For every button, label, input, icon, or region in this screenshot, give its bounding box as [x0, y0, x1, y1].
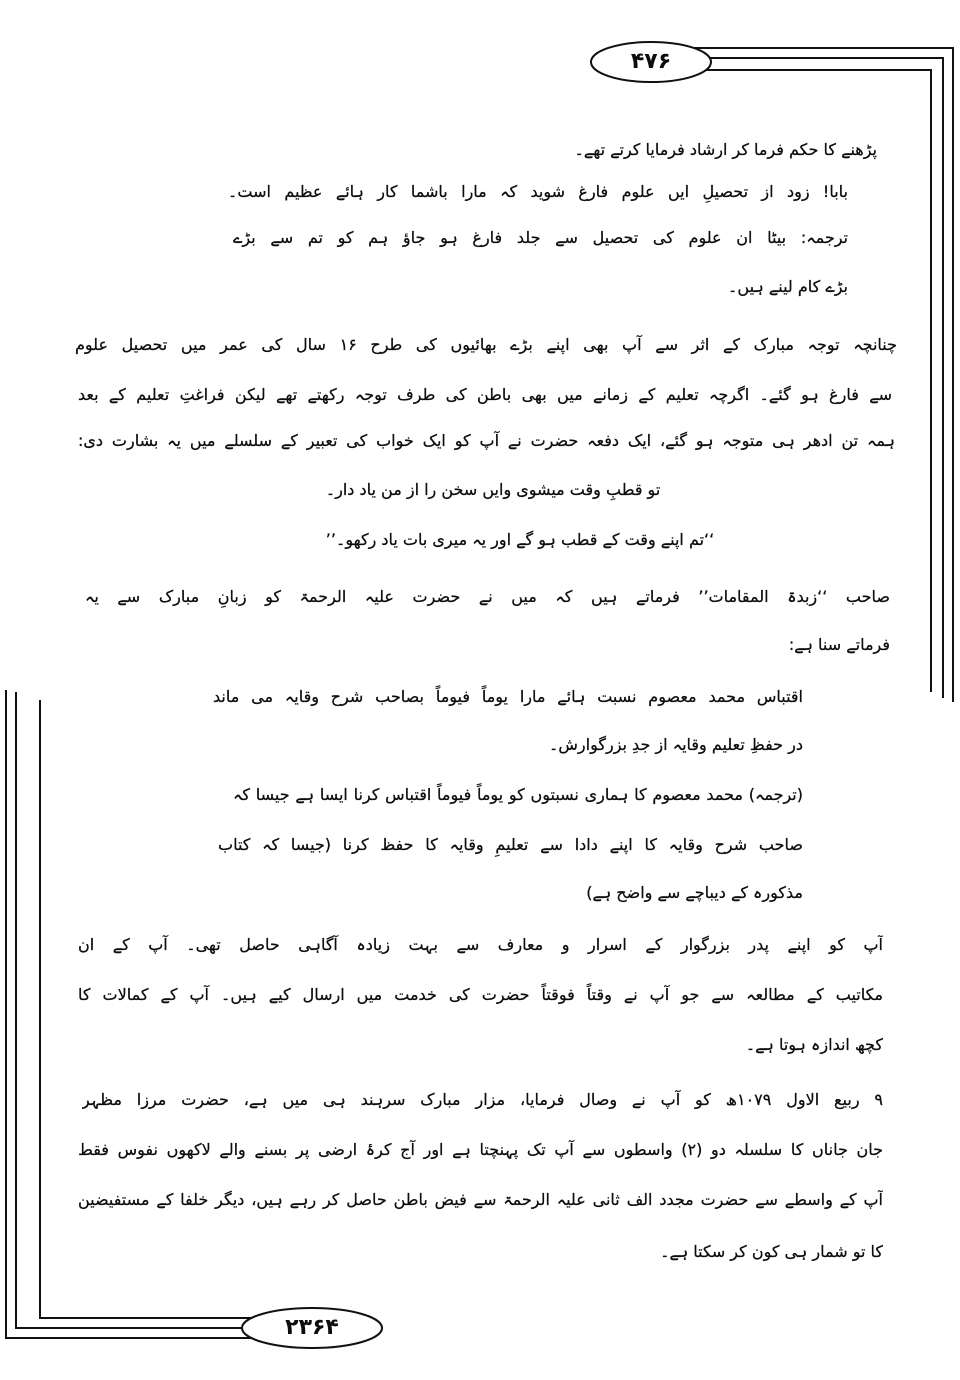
- translation-line: ترجمہ: بیٹا ان علوم کی تحصیل سے جلد فارغ ہو جاؤ ہم کو تم سے بڑے: [233, 228, 848, 247]
- text-line: جان جاناں کا سلسلہ دو (۲) واسطوں سے آپ تک پہنچتا ہے اور آج کرۂ ارضی پر بسنے والے لاکھوں نفوس فقط: [78, 1140, 883, 1159]
- translation-line: صاحب شرح وقایہ کا اپنے دادا سے تعلیمِ وقایہ کا حفظ کرنا (جیسا کہ کتاب: [218, 835, 803, 854]
- page-number-top: ۴۷۶: [630, 49, 672, 74]
- text-line: فرماتے سنا ہے:: [788, 635, 890, 654]
- text-line: ۹ ربیع الاول ۱۰۷۹ھ کو آپ نے وصال فرمایا، مزار مبارک سرہند ہی میں ہے، حضرت مرزا مظہر: [82, 1090, 883, 1109]
- text-line: چنانچہ توجہ مبارک کے اثر سے آپ بھی اپنے بڑے بھائیوں کی طرح ۱۶ سال کی عمر میں تحصیل علوم: [75, 335, 897, 354]
- text-line: ہمہ تن ادھر ہی متوجہ ہو گئے، ایک دفعہ حضرت نے آپ کو ایک خواب کی تعبیر کے سلسلے میں یہ بشارت دی:: [78, 431, 895, 450]
- translation-line: مذکورہ کے دیباچے سے واضح ہے): [586, 883, 803, 902]
- persian-text-line: بابا! زود از تحصیلِ ایں علوم فارغ شوید کہ مارا باشما کار ہائے عظیم است۔: [228, 182, 848, 201]
- translation-line: بڑے کام لینے ہیں۔: [728, 277, 848, 296]
- text-line: مکاتیب کے مطالعہ سے جو آپ نے وقتاً فوقتاً حضرت کی خدمت میں ارسال کیے ہیں۔ آپ کے کمالات کا: [78, 985, 883, 1004]
- text-line: سے فارغ ہو گئے۔ اگرچہ تعلیم کے زمانے میں بھی باطن کی طرف توجہ رکھتے تھے لیکن فراغتِ تعلیم کے بعد: [78, 385, 892, 404]
- translation-line: (ترجمہ) محمد معصوم کا ہماری نسبتوں کو یوماً فیوماً اقتباس کرنا ایسا ہے جیسا کہ: [233, 785, 803, 804]
- text-line: کا تو شمار ہی کون کر سکتا ہے۔: [660, 1242, 883, 1261]
- persian-text-line: در حفظِ تعلیم وقایہ از جدِ بزرگوارش۔: [549, 735, 803, 754]
- persian-text-line: تو قطبِ وقت میشوی وایں سخن را از من یاد دار۔: [325, 480, 661, 499]
- page-number-bottom: ۲۳۶۴: [285, 1315, 339, 1340]
- text-line: کچھ اندازہ ہوتا ہے۔: [745, 1035, 883, 1054]
- text-line: پڑھنے کا حکم فرما کر ارشاد فرمایا کرتے تھے۔: [574, 140, 877, 159]
- text-line: آپ کو اپنے پدر بزرگوار کے اسرار و معارف سے بہت زیادہ آگاہی حاصل تھی۔ آپ کے ان: [78, 935, 883, 954]
- translation-line: ‘‘تم اپنے وقت کے قطب ہو گے اور یہ میری بات یاد رکھو۔’’: [325, 530, 715, 549]
- persian-text-line: اقتباس محمد معصوم نسبت ہائے مارا یوماً فیوماً بصاحب شرح وقایہ می ماند: [213, 687, 803, 706]
- text-line: صاحب ‘‘زبدۃ المقامات’’ فرماتے ہیں کہ میں نے حضرت علیہ الرحمۃ کو زبانِ مبارک سے یہ: [85, 587, 890, 606]
- text-line: آپ کے واسطے سے حضرت مجدد الف ثانی علیہ الرحمۃ سے فیض باطن حاصل کر رہے ہیں، دیگر خلفا کے مستفیضین: [78, 1190, 883, 1209]
